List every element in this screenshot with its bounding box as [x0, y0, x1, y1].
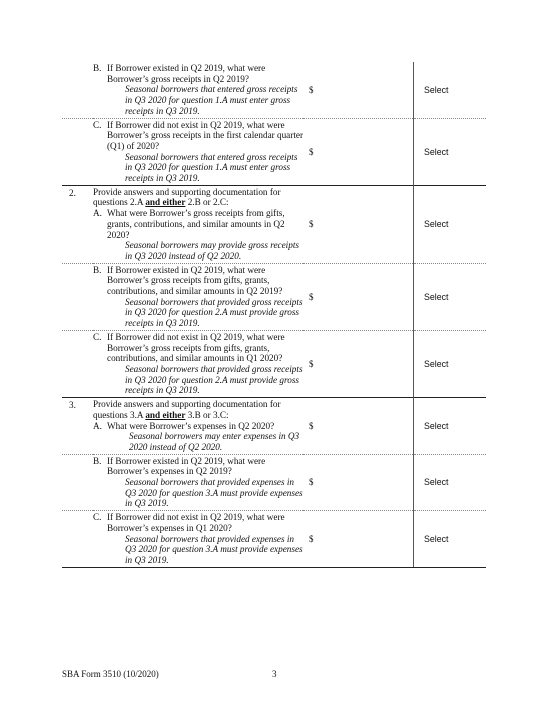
question-text: If Borrower existed in Q2 2019, what were Borrower’s expenses in Q2 2019? — [107, 455, 266, 477]
dollar-sign: $ — [309, 84, 314, 95]
question-row-3c — [62, 511, 486, 568]
seasonal-note: Seasonal borrowers that provided expenses in Q3 2020 for question 3.A must provide expenses in Q3 2019. — [125, 533, 303, 565]
section-intro: Provide answers and supporting documentation for questions 3.A and either 3.B or 3.C: — [93, 399, 281, 420]
select-dropdown-3b[interactable]: Select — [414, 454, 487, 511]
select-dropdown-2a[interactable]: Select — [414, 185, 487, 263]
select-dropdown-1c[interactable]: Select — [414, 118, 487, 185]
select-dropdown-3a[interactable]: Select — [414, 398, 487, 455]
dollar-sign: $ — [309, 420, 314, 431]
page-number: 3 — [272, 669, 277, 679]
question-text: If Borrower did not exist in Q2 2019, what were Borrower’s gross receipts from gifts, grants, contributions, and similar amounts in Q1 2020? — [107, 331, 285, 364]
questions-table — [62, 62, 486, 568]
seasonal-note: Seasonal borrowers that provided gross receipts in Q3 2020 for question 2.A must provide gross receipts in Q3 2019. — [125, 363, 303, 396]
question-label: A. — [93, 420, 102, 431]
seasonal-note: Seasonal borrowers that provided expenses in Q3 2020 for question 3.A must provide expenses in Q3 2019. — [125, 477, 303, 509]
amount-input-3c[interactable] — [303, 511, 414, 568]
question-row-2a — [62, 185, 486, 263]
form-table-frame — [62, 62, 486, 568]
question-text: What were Borrower’s expenses in Q2 2020? — [107, 420, 275, 431]
amount-input-2c[interactable] — [303, 330, 414, 397]
question-label: B. — [93, 63, 102, 73]
select-dropdown-2b[interactable]: Select — [414, 263, 487, 330]
dollar-sign: $ — [309, 533, 314, 544]
amount-input-3a[interactable] — [303, 398, 414, 455]
section-intro: Provide answers and supporting documentation for questions 2.A and either 2.B or 2.C: — [93, 186, 281, 208]
dollar-sign: $ — [309, 477, 314, 488]
question-row-2b — [62, 263, 486, 330]
question-label: C. — [93, 331, 102, 342]
amount-input-3b[interactable] — [303, 454, 414, 511]
question-text: If Borrower existed in Q2 2019, what were Borrower’s gross receipts from gifts, grants, contributions, and similar amounts in Q2 2019? — [107, 264, 283, 297]
question-row-3b — [62, 454, 486, 511]
dollar-sign: $ — [309, 146, 314, 157]
seasonal-note: Seasonal borrowers may enter expenses in Q3 2020 instead of Q2 2020. — [129, 431, 300, 452]
seasonal-note: Seasonal borrowers that entered gross receipts in Q3 2020 for question 1.A must enter gross receipts in Q3 2019. — [125, 84, 298, 116]
select-dropdown-3c[interactable]: Select — [414, 511, 487, 568]
dollar-sign: $ — [309, 219, 314, 230]
dollar-sign: $ — [309, 291, 314, 302]
question-label: C. — [93, 512, 102, 523]
question-text: If Borrower did not exist in Q2 2019, what were Borrower’s gross receipts in the first calendar quarter (Q1) of 2020? — [107, 119, 304, 151]
question-text: What were Borrower’s gross receipts from gifts, grants, contributions, and similar amounts in Q2 2020? — [107, 208, 285, 240]
question-number: 2. — [62, 185, 93, 263]
question-label: B. — [93, 264, 102, 275]
question-label: B. — [93, 455, 102, 466]
seasonal-note: Seasonal borrowers may provide gross receipts in Q3 2020 instead of Q2 2020. — [125, 240, 299, 261]
amount-input-2a[interactable] — [303, 185, 414, 263]
amount-input-2b[interactable] — [303, 263, 414, 330]
question-row-1b — [62, 62, 486, 118]
question-label: C. — [93, 119, 102, 130]
amount-input-1c[interactable] — [303, 118, 414, 185]
form-footer: SBA Form 3510 (10/2020) — [62, 669, 159, 679]
question-number: 3. — [62, 398, 93, 455]
question-row-1c — [62, 118, 486, 185]
amount-input-1b[interactable] — [303, 62, 414, 118]
seasonal-note: Seasonal borrowers that provided gross receipts in Q3 2020 for question 2.A must provide gross receipts in Q3 2019. — [125, 296, 303, 329]
question-label: A. — [93, 208, 102, 219]
dollar-sign: $ — [309, 358, 314, 369]
question-row-3a — [62, 398, 486, 455]
question-text: If Borrower did not exist in Q2 2019, what were Borrower’s expenses in Q1 2020? — [107, 512, 285, 533]
select-dropdown-2c[interactable]: Select — [414, 330, 487, 397]
question-text: If Borrower existed in Q2 2019, what were Borrower’s gross receipts in Q2 2019? — [107, 63, 266, 84]
seasonal-note: Seasonal borrowers that entered gross receipts in Q3 2020 for question 1.A must enter gross receipts in Q3 2019. — [125, 151, 298, 184]
question-row-2c — [62, 330, 486, 397]
select-dropdown-1b[interactable]: Select — [414, 62, 487, 118]
